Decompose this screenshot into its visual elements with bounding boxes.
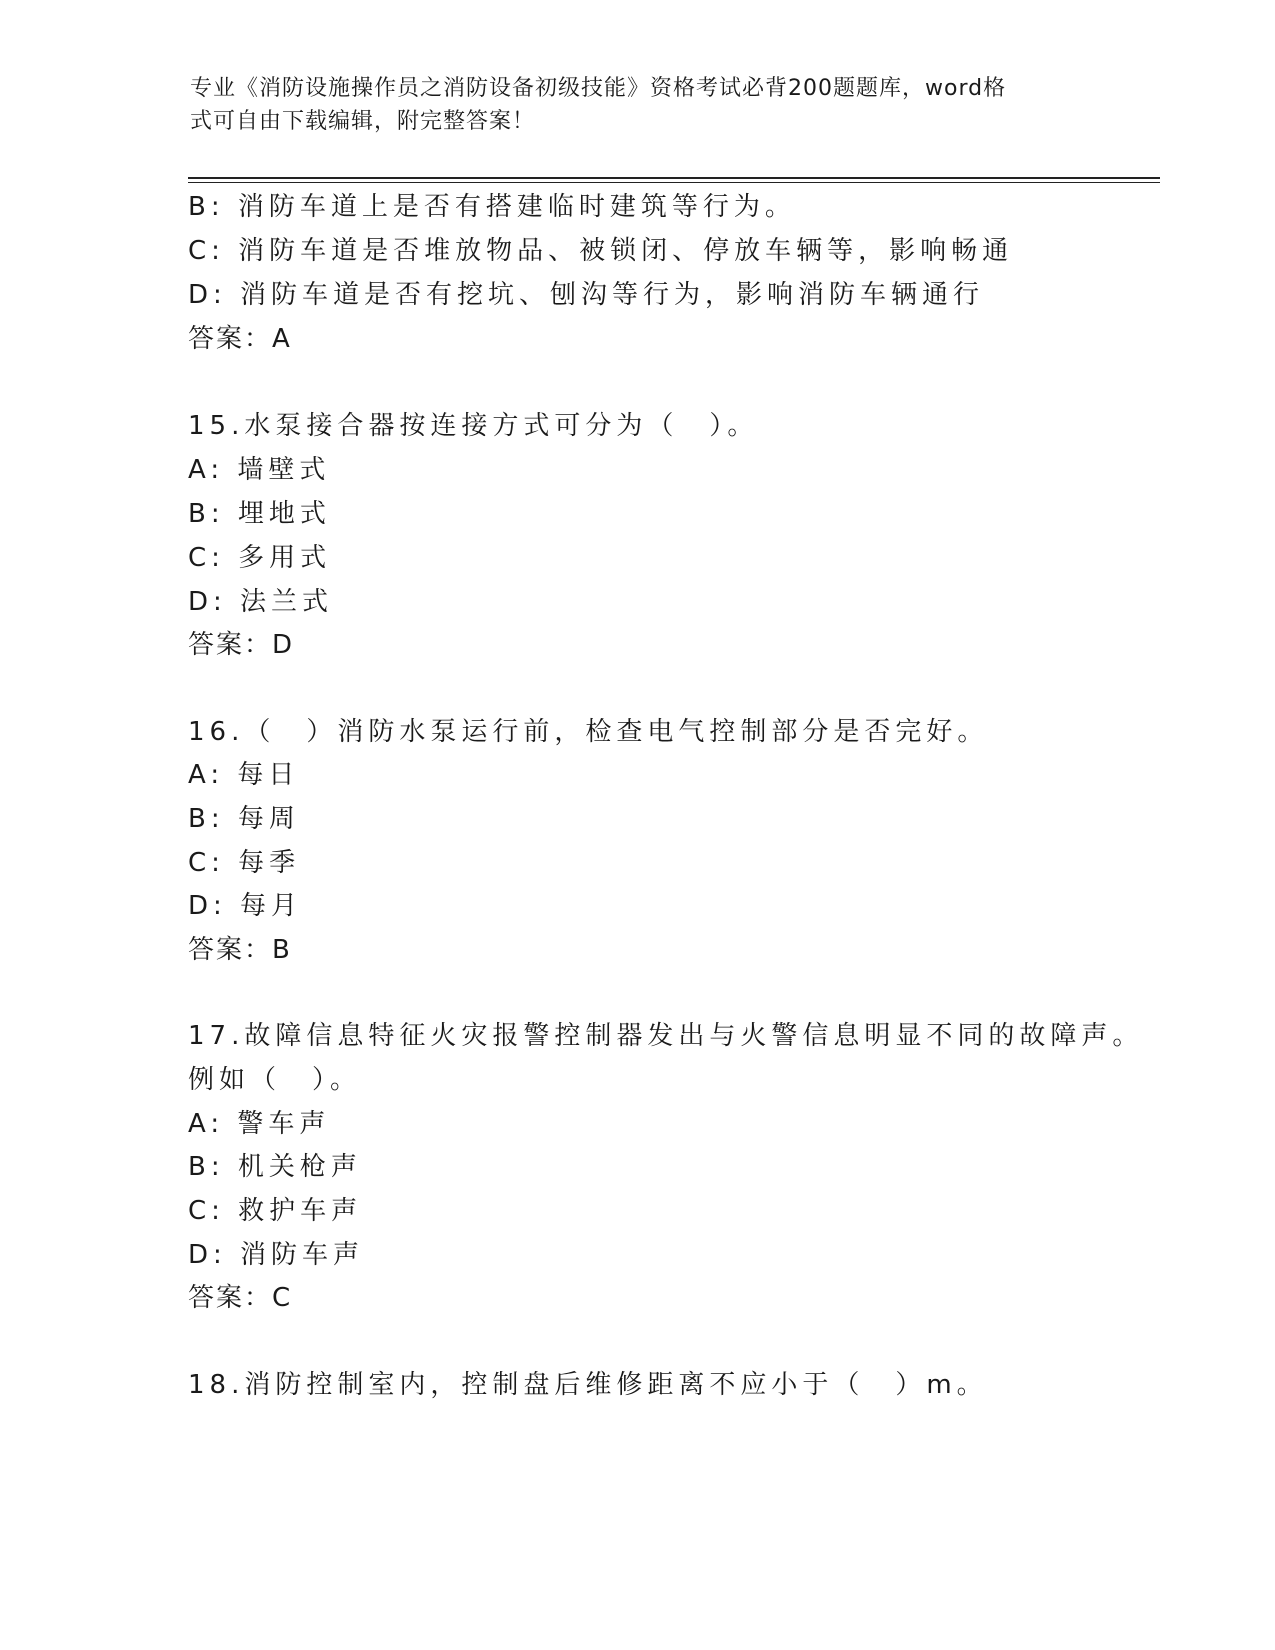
- q17-answer: 答案：C: [188, 1283, 293, 1313]
- q17-stem-line-2: 例如（ ）。: [188, 1065, 362, 1095]
- q14-option-d: D: 消防车道是否有挖坑、刨沟等行为，影响消防车辆通行: [188, 280, 985, 310]
- q15-option-c: C: 多用式: [188, 543, 332, 573]
- q16-option-c: C: 每季: [188, 848, 301, 878]
- document-header: [190, 72, 1090, 138]
- q17-option-a: A: 警车声: [188, 1109, 331, 1139]
- q16-option-b: B: 每周: [188, 804, 300, 834]
- q14-option-b: B: 消防车道上是否有搭建临时建筑等行为。: [188, 192, 796, 222]
- q17-option-b: B: 机关枪声: [188, 1152, 362, 1182]
- q17-option-c: C: 救护车声: [188, 1196, 363, 1226]
- q15-option-a: A: 墙壁式: [188, 455, 331, 485]
- q15-option-d: D: 法兰式: [188, 587, 334, 617]
- q16-answer: 答案：B: [188, 935, 292, 965]
- q18-stem: 18.消防控制室内，控制盘后维修距离不应小于（ ）m。: [188, 1370, 988, 1400]
- q16-option-a: A: 每日: [188, 760, 300, 790]
- header-line-1: 专业《消防设施操作员之消防设备初级技能》资格考试必背200题题库，word格: [190, 76, 1007, 101]
- q16-option-d: D: 每月: [188, 891, 303, 921]
- q14-option-c: C: 消防车道是否堆放物品、被锁闭、停放车辆等，影响畅通: [188, 236, 1014, 266]
- q17-option-d: D: 消防车声: [188, 1240, 365, 1270]
- q15-option-b: B: 埋地式: [188, 499, 331, 529]
- q14-answer: 答案：A: [188, 324, 292, 354]
- header-divider-thick: [188, 177, 1160, 179]
- q17-stem-line-1: 17.故障信息特征火灾报警控制器发出与火警信息明显不同的故障声。: [188, 1021, 1144, 1051]
- header-divider-thin: [188, 182, 1160, 183]
- q15-stem: 15.水泵接合器按连接方式可分为（ ）。: [188, 411, 759, 441]
- q16-stem: 16.（ ）消防水泵运行前，检查电气控制部分是否完好。: [188, 717, 989, 747]
- header-line-2: 式可自由下载编辑，附完整答案！: [190, 109, 536, 134]
- q15-answer: 答案：D: [188, 630, 295, 660]
